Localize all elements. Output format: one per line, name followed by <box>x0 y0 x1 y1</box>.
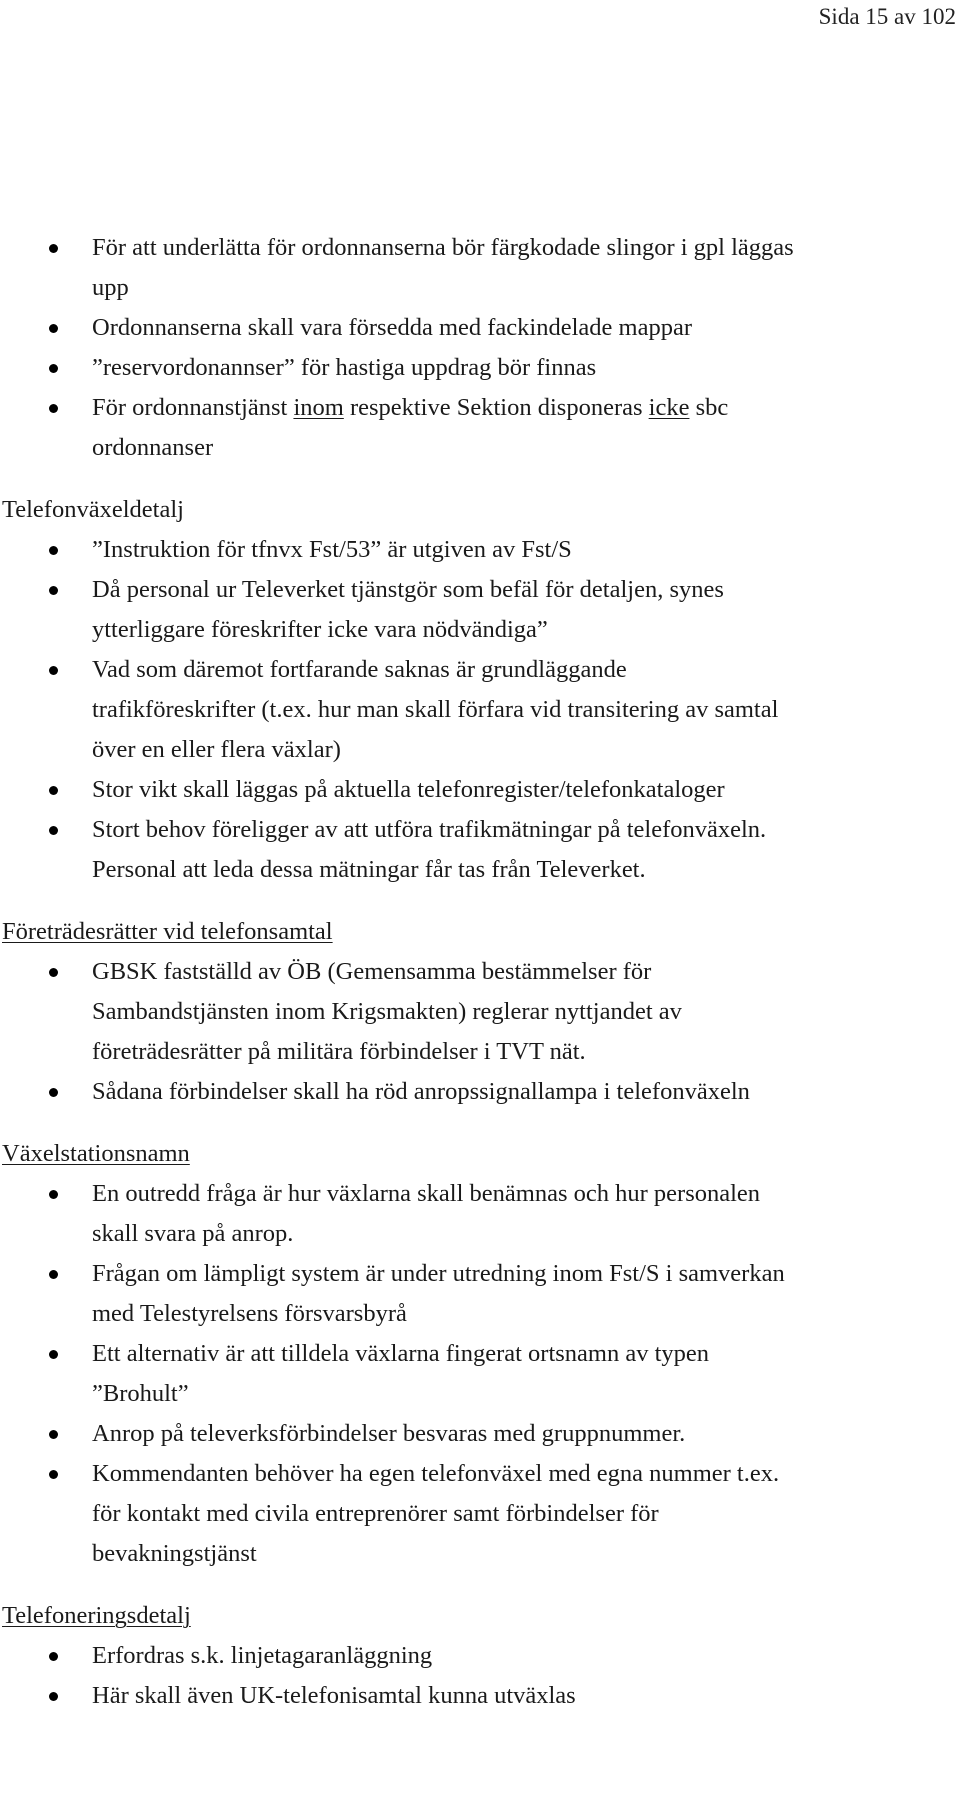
bullet-list <box>0 1636 950 1716</box>
bullet-icon <box>49 826 58 835</box>
bullet-icon <box>49 968 58 977</box>
list-item: Sådana förbindelser skall ha röd anropssignallampa i telefonväxeln <box>0 1072 950 1112</box>
underlined-word-icke: icke <box>648 394 690 421</box>
list-item: GBSK fastställd av ÖB (Gemensamma bestämmelser för Sambandstjänsten inom Krigsmakten) reglerar nyttjandet av företrädesrätter på militära förbindelser i TVT nät. <box>0 952 950 1072</box>
list-item: ”reservordonannser” för hastiga uppdrag bör finnas <box>0 348 950 388</box>
list-item: Här skall även UK-telefonisamtal kunna utväxlas <box>0 1676 950 1716</box>
section-heading: Företrädesrätter vid telefonsamtal <box>2 918 333 945</box>
bullet-icon <box>49 364 58 373</box>
section <box>0 1134 950 1574</box>
bullet-icon <box>49 1652 58 1661</box>
bullet-icon <box>49 404 58 413</box>
bullet-icon <box>49 1692 58 1701</box>
section-spacer <box>0 890 950 912</box>
sections <box>0 468 950 1716</box>
bullet-list <box>0 952 950 1112</box>
list-item: En outredd fråga är hur växlarna skall benämnas och hur personalen skall svara på anrop. <box>0 1174 950 1254</box>
bullet-icon <box>49 1350 58 1359</box>
section <box>0 912 950 1112</box>
list-item: För ordonnanstjänst inom respektive Sektion disponeras icke sbc ordonnanser <box>0 388 950 468</box>
section-heading: Telefoneringsdetalj <box>2 1602 191 1629</box>
bullet-icon <box>49 1430 58 1439</box>
section-heading: Växelstationsnamn <box>2 1140 190 1167</box>
bullet-icon <box>49 324 58 333</box>
list-item: Ett alternativ är att tilldela växlarna fingerat ortsnamn av typen ”Brohult” <box>0 1334 950 1414</box>
bullet-list <box>0 1174 950 1574</box>
section-heading: Telefonväxeldetalj <box>2 496 184 523</box>
bullet-icon <box>49 666 58 675</box>
list-item: Ordonnanserna skall vara försedda med fackindelade mappar <box>0 308 950 348</box>
bullet-icon <box>49 546 58 555</box>
list-item: Då personal ur Televerket tjänstgör som befäl för detaljen, synes ytterliggare föreskrifter icke vara nödvändiga” <box>0 570 950 650</box>
intro-list <box>0 228 950 468</box>
list-item: Kommendanten behöver ha egen telefonväxel med egna nummer t.ex. för kontakt med civila entreprenörer samt förbindelser för bevakningstjänst <box>0 1454 950 1574</box>
list-item: ”Instruktion för tfnvx Fst/53” är utgiven av Fst/S <box>0 530 950 570</box>
list-item: För att underlätta för ordonnanserna bör färgkodade slingor i gpl läggas upp <box>0 228 950 308</box>
bullet-icon <box>49 1190 58 1199</box>
bullet-list <box>0 530 950 890</box>
list-item: Frågan om lämpligt system är under utredning inom Fst/S i samverkan med Telestyrelsens försvarsbyrå <box>0 1254 950 1334</box>
bullet-icon <box>49 244 58 253</box>
list-item: Stort behov föreligger av att utföra trafikmätningar på telefonväxeln. Personal att leda dessa mätningar får tas från Televerket. <box>0 810 950 890</box>
section-spacer <box>0 468 950 490</box>
list-item: Vad som däremot fortfarande saknas är grundläggande trafikföreskrifter (t.ex. hur man skall förfara vid transitering av samtal över en eller flera växlar) <box>0 650 950 770</box>
section <box>0 490 950 890</box>
document-body <box>0 228 950 1716</box>
bullet-icon <box>49 786 58 795</box>
list-item: Stor vikt skall läggas på aktuella telefonregister/telefonkataloger <box>0 770 950 810</box>
bullet-icon <box>49 1270 58 1279</box>
page-number: Sida 15 av 102 <box>818 4 956 29</box>
section <box>0 1596 950 1716</box>
bullet-icon <box>49 1088 58 1097</box>
list-item: Anrop på televerksförbindelser besvaras med gruppnummer. <box>0 1414 950 1454</box>
section-spacer <box>0 1574 950 1596</box>
underlined-word-inom: inom <box>293 394 344 421</box>
bullet-icon <box>49 586 58 595</box>
section-spacer <box>0 1112 950 1134</box>
list-item: Erfordras s.k. linjetagaranläggning <box>0 1636 950 1676</box>
bullet-icon <box>49 1470 58 1479</box>
